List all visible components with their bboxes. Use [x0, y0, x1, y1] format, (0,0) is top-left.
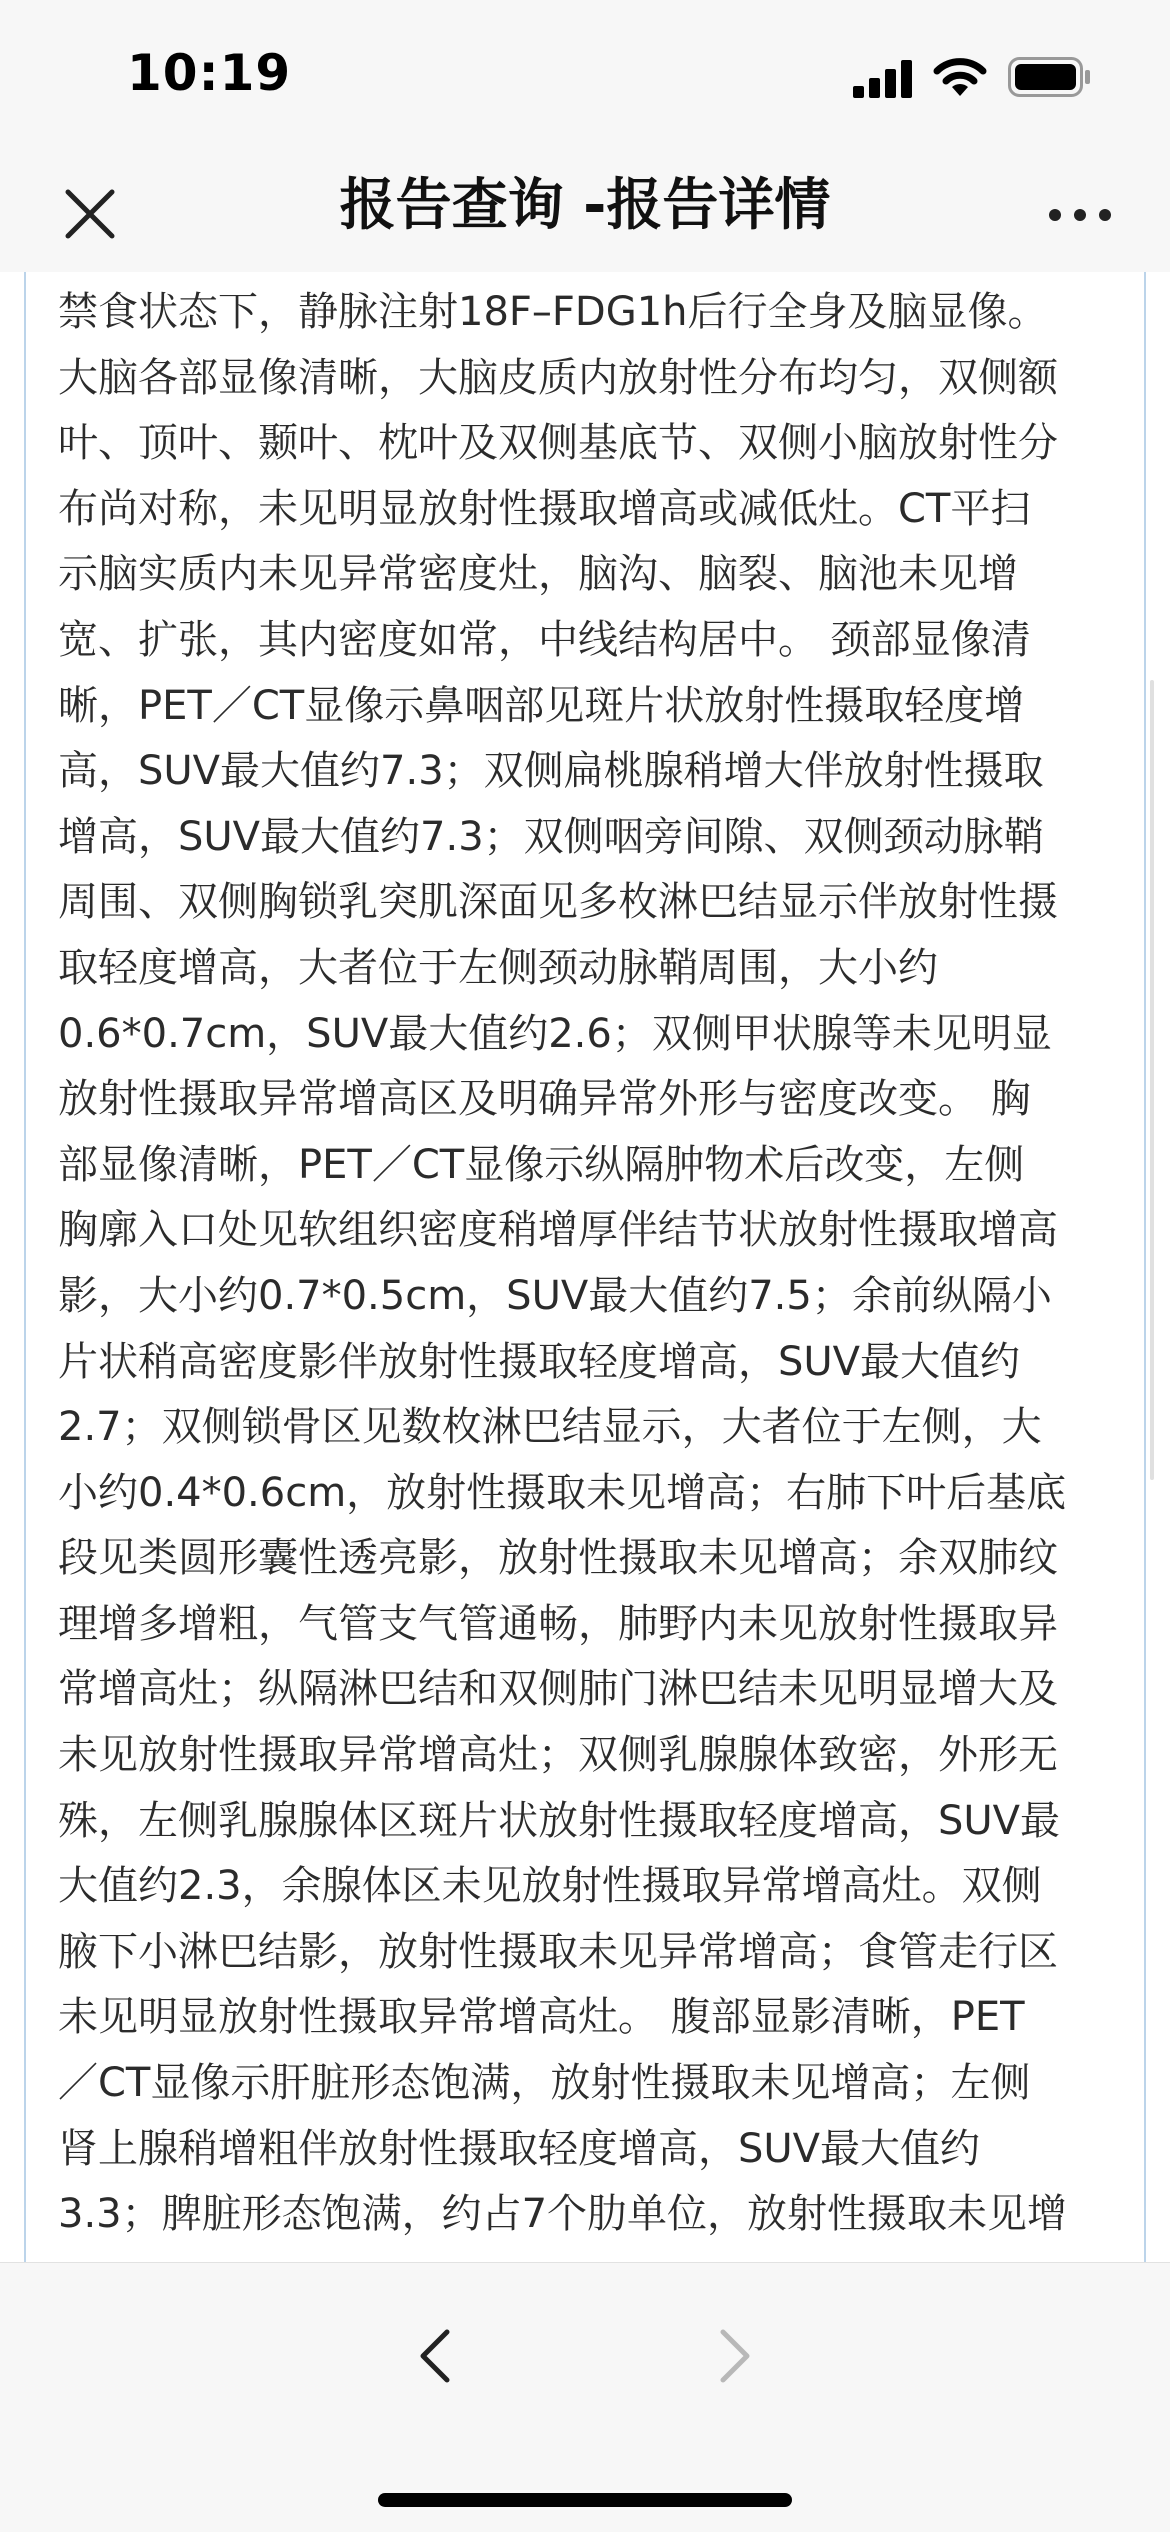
- report-line: 宽、扩张，其内密度如常，中线结构居中。 颈部显像清: [58, 616, 1031, 663]
- battery-icon: [1008, 57, 1092, 101]
- more-button[interactable]: [1040, 186, 1120, 246]
- report-line: 0.6*0.7cm，SUV最大值约2.6；双侧甲状腺等未见明显: [58, 1010, 1052, 1057]
- status-time: 10:19: [127, 44, 292, 102]
- report-line: 大脑各部显像清晰，大脑皮质内放射性分布均匀，双侧额: [58, 354, 1058, 401]
- report-line: 段见类圆形囊性透亮影，放射性摄取未见增高；余双肺纹: [58, 1535, 1058, 1582]
- report-text: [58, 280, 1136, 2248]
- wifi-icon: [932, 54, 988, 102]
- report-line: 未见放射性摄取异常增高灶；双侧乳腺腺体致密，外形无: [58, 1732, 1058, 1779]
- report-line: 大值约2.3，余腺体区未见放射性摄取异常增高灶。双侧: [58, 1863, 1042, 1910]
- report-line: 殊，左侧乳腺腺体区斑片状放射性摄取轻度增高，SUV最: [58, 1797, 1061, 1844]
- report-content[interactable]: [24, 272, 1146, 2262]
- home-indicator[interactable]: [378, 2493, 792, 2507]
- report-line: 布尚对称，未见明显放射性摄取增高或减低灶。CT平扫: [58, 485, 1031, 532]
- chevron-right-icon: [717, 2328, 753, 2388]
- report-line: 未见明显放射性摄取异常增高灶。 腹部显影清晰，PET: [58, 1994, 1025, 2041]
- report-line: ／CT显像示肝脏形态饱满，放射性摄取未见增高；左侧: [58, 2060, 1031, 2107]
- forward-button[interactable]: [700, 2323, 770, 2393]
- report-line: 腋下小淋巴结影，放射性摄取未见异常增高；食管走行区: [58, 1928, 1058, 1975]
- report-line: 片状稍高密度影伴放射性摄取轻度增高，SUV最大值约: [58, 1338, 1021, 1385]
- bottom-toolbar: [0, 2262, 1170, 2532]
- report-line: 叶、顶叶、颞叶、枕叶及双侧基底节、双侧小脑放射性分: [58, 420, 1058, 467]
- more-icon: [1048, 207, 1112, 226]
- report-line: 影，大小约0.7*0.5cm，SUV最大值约7.5；余前纵隔小: [58, 1272, 1052, 1319]
- report-line: 禁食状态下，静脉注射18F–FDG1h后行全身及脑显像。: [58, 289, 1048, 335]
- scrollbar[interactable]: [1150, 680, 1154, 1480]
- nav-bar: [0, 150, 1170, 272]
- page-title: 报告查询 -报告详情: [339, 173, 831, 238]
- report-line: 取轻度增高，大者位于左侧颈动脉鞘周围，大小约: [58, 944, 938, 991]
- report-line: 示脑实质内未见异常密度灶，脑沟、脑裂、脑池未见增: [58, 551, 1018, 598]
- report-line: 晰，PET／CT显像示鼻咽部见斑片状放射性摄取轻度增: [58, 682, 1025, 729]
- report-line: 高，SUV最大值约7.3；双侧扁桃腺稍增大伴放射性摄取: [58, 748, 1044, 795]
- report-line: 周围、双侧胸锁乳突肌深面见多枚淋巴结显示伴放射性摄: [58, 879, 1058, 926]
- close-button[interactable]: [50, 176, 130, 256]
- report-line: 胸廓入口处见软组织密度稍增厚伴结节状放射性摄取增高: [58, 1207, 1058, 1254]
- chevron-left-icon: [417, 2328, 453, 2388]
- signal-icon: [853, 58, 915, 102]
- report-line: 肾上腺稍增粗伴放射性摄取轻度增高，SUV最大值约: [58, 2125, 981, 2172]
- back-button[interactable]: [400, 2323, 470, 2393]
- report-line: 增高，SUV最大值约7.3；双侧咽旁间隙、双侧颈动脉鞘: [58, 813, 1044, 860]
- report-line: 理增多增粗，气管支气管通畅，肺野内未见放射性摄取异: [58, 1600, 1058, 1647]
- report-line: 常增高灶；纵隔淋巴结和双侧肺门淋巴结未见明显增大及: [58, 1666, 1058, 1713]
- close-icon: [62, 186, 118, 246]
- status-bar: [0, 0, 1170, 150]
- report-line: 小约0.4*0.6cm，放射性摄取未见增高；右肺下叶后基底: [58, 1469, 1067, 1516]
- report-line: 部显像清晰，PET／CT显像示纵隔肿物术后改变，左侧: [58, 1141, 1025, 1188]
- report-line: 3.3；脾脏形态饱满，约占7个肋单位，放射性摄取未见增: [58, 2191, 1068, 2238]
- report-line: 2.7；双侧锁骨区见数枚淋巴结显示，大者位于左侧，大: [58, 1404, 1042, 1451]
- report-line: 放射性摄取异常增高区及明确异常外形与密度改变。 胸: [58, 1076, 1031, 1123]
